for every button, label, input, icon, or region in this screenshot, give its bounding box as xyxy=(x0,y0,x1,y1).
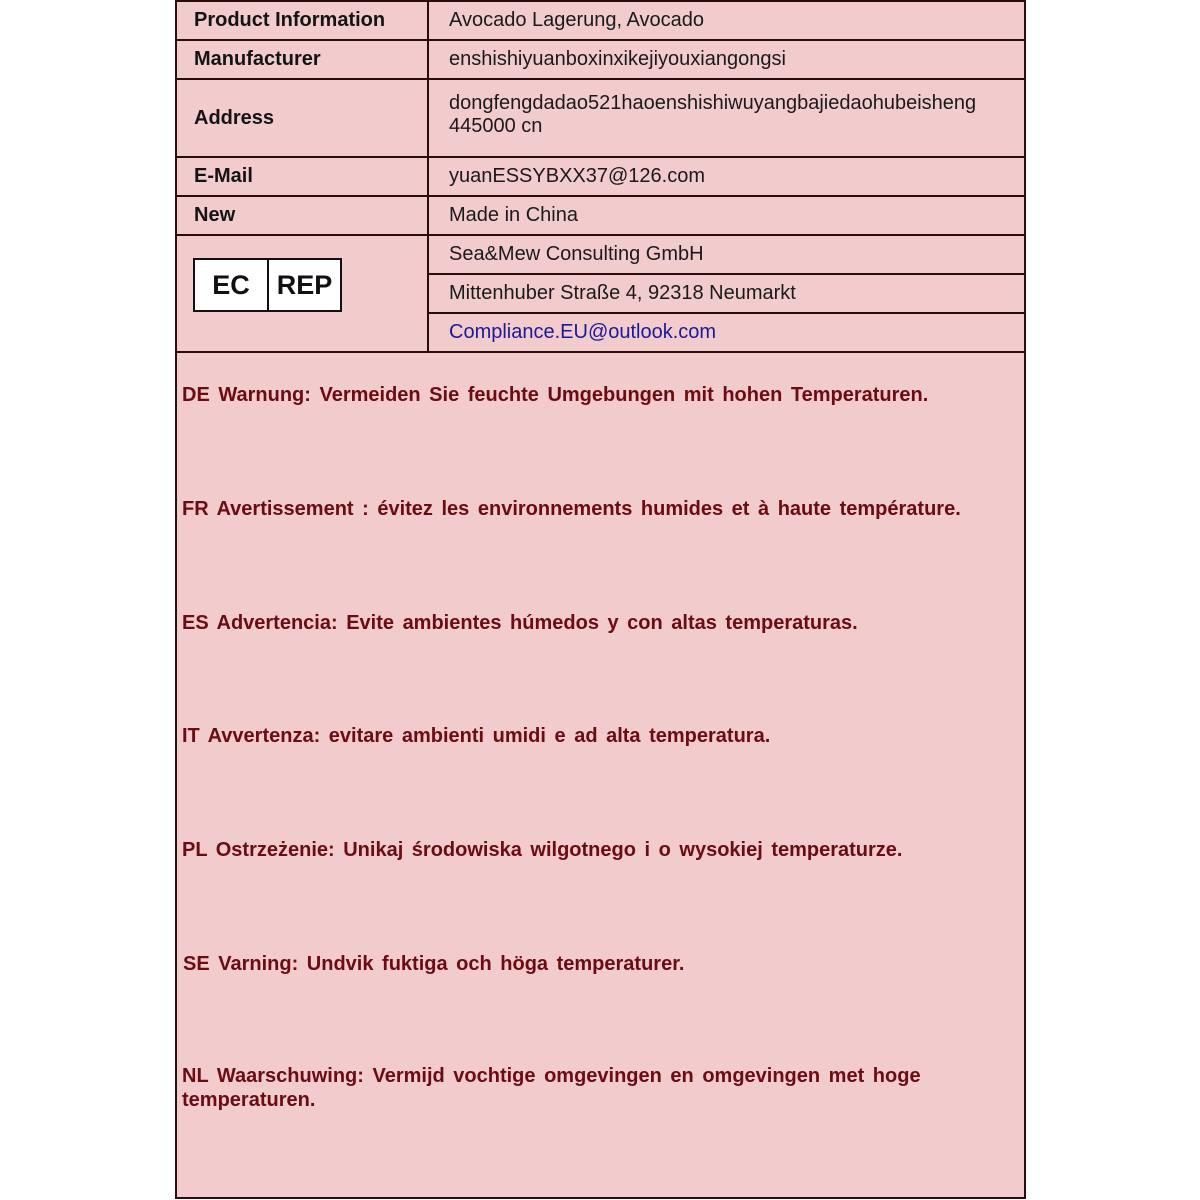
row-manufacturer xyxy=(177,40,1024,79)
label-email: E-Mail xyxy=(177,157,428,196)
warning-fr: FR Avertissement : évitez les environnements humides et à haute température. xyxy=(182,498,961,520)
label-manufacturer: Manufacturer xyxy=(177,40,428,79)
label-address: Address xyxy=(177,79,428,157)
value-product-information: Avocado Lagerung, Avocado xyxy=(428,2,1024,40)
ec-rep-left: EC xyxy=(195,260,269,310)
row-new xyxy=(177,196,1024,235)
value-origin: Made in China xyxy=(428,196,1024,235)
ec-rep-email xyxy=(428,313,1024,352)
warning-nl: NL Waarschuwing: Vermijd vochtige omgevingen en omgevingen met hoge temperaturen. xyxy=(182,1065,921,1111)
product-info-table xyxy=(177,2,1024,353)
warning-it: IT Avvertenza: evitare ambienti umidi e ad alta temperatura. xyxy=(182,725,771,747)
warning-pl: PL Ostrzeżenie: Unikaj środowiska wilgotnego i o wysokiej temperaturze. xyxy=(182,839,903,861)
warning-de: DE Warnung: Vermeiden Sie feuchte Umgebungen mit hohen Temperaturen. xyxy=(182,384,929,406)
value-manufacturer: enshishiyuanboxinxikejiyouxiangongsi xyxy=(428,40,1024,79)
ec-rep-symbol-cell xyxy=(177,235,428,352)
row-product-information xyxy=(177,2,1024,40)
label-new: New xyxy=(177,196,428,235)
ec-rep-icon xyxy=(193,258,342,312)
ec-rep-address: Mittenhuber Straße 4, 92318 Neumarkt xyxy=(428,274,1024,313)
row-address xyxy=(177,79,1024,157)
ec-rep-company: Sea&Mew Consulting GmbH xyxy=(428,235,1024,274)
product-info-sheet xyxy=(175,0,1026,1199)
row-email xyxy=(177,157,1024,196)
value-email[interactable]: yuanESSYBXX37@126.com xyxy=(428,157,1024,196)
ec-rep-right: REP xyxy=(276,269,333,300)
warning-se: SE Varning: Undvik fuktiga och höga temperaturer. xyxy=(183,953,685,975)
value-address xyxy=(428,79,1024,157)
warning-es: ES Advertencia: Evite ambientes húmedos y con altas temperaturas. xyxy=(182,612,858,634)
label-product-information: Product Information xyxy=(177,2,428,40)
ec-rep-email-link[interactable]: Compliance.EU@outlook.com xyxy=(449,321,717,343)
row-ec-rep-company xyxy=(177,235,1024,274)
address-text: dongfengdadao521haoenshishiwuyangbajiedaohubeisheng 445000 cn xyxy=(449,92,977,137)
